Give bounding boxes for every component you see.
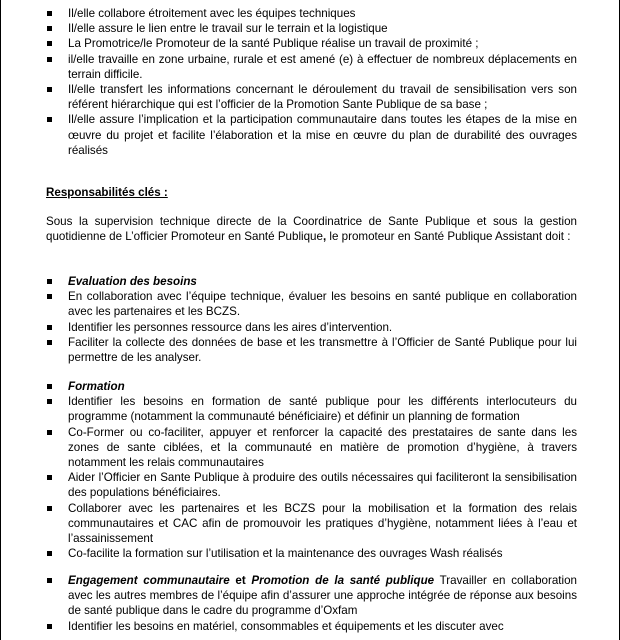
supervision-tail: le promoteur en Santé Publique Assistant doit : bbox=[326, 230, 571, 244]
engagement-text: Travailler en collaboration avec les autres membres de l’équipe afin d’assurer une approche intégrée de réponse aux besoins de santé publique dans le cadre du programme d’Oxfam bbox=[68, 574, 577, 618]
engagement-section bbox=[1, 573, 620, 634]
list-item: La Promotrice/le Promoteur de la santé Publique réalise un travail de proximité ; bbox=[1, 36, 620, 51]
engagement-heading-a: Engagement communautaire bbox=[68, 574, 230, 587]
list-item: Faciliter la collecte des données de base et les transmettre à l’Officier de Santé Publique pour lui permettre de les analyser. bbox=[1, 335, 620, 365]
list-item: Collaborer avec les partenaires et les BCZS pour la mobilisation et la formation des relais communautaires et CAC afin de promouvoir les pratiques d’hygiène, notamment liées à l’eau et l’assainissement bbox=[1, 501, 620, 547]
list-item: Il/elle assure le lien entre le travail sur le terrain et la logistique bbox=[1, 21, 620, 36]
formation-section bbox=[1, 379, 620, 561]
engagement-heading-b: Promotion de la santé publique bbox=[251, 574, 435, 587]
supervision-lead: Sous la supervision technique directe de la Coordinatrice de Sante Publique et sous la gestion quotidienne de L’officier Promoteur en Santé Publique bbox=[46, 215, 577, 244]
supervision-comma: , bbox=[322, 230, 327, 244]
list-item: Il/elle transfert les informations concernant le déroulement du travail de sensibilisation vers son référent hiérarchique qui est l’officier de la Promotion Sante Publique de sa base ; bbox=[1, 82, 620, 112]
list-item: Aider l’Officier en Sante Publique à produire des outils nécessaires qui faciliteront la sensibilisation des populations bénéficiaires. bbox=[1, 470, 620, 500]
evaluation-section bbox=[1, 274, 620, 365]
list-item: Identifier les besoins en matériel, consommables et équipements et les discuter avec bbox=[1, 619, 620, 634]
list-item: Identifier les besoins en formation de santé publique pour les différents interlocuteurs du programme (notamment la communauté bénéficiaire) et définir un planning de formation bbox=[1, 394, 620, 424]
section-title: Responsabilités clés : bbox=[46, 186, 168, 199]
list-item: Il/elle collabore étroitement avec les équipes techniques bbox=[1, 6, 620, 21]
list-item: il/elle travaille en zone urbaine, rurale et est amené (e) à effectuer de nombreux déplacements en terrain difficile. bbox=[1, 52, 620, 82]
formation-heading: Formation bbox=[1, 379, 620, 394]
supervision-paragraph bbox=[46, 214, 577, 244]
list-item: Identifier les personnes ressource dans les aires d’intervention. bbox=[1, 320, 620, 335]
list-item: Il/elle assure l’implication et la participation communautaire dans toutes les étapes de la mise en œuvre du projet et facilite l’élaboration et la mise en œuvre du plan de durabilité des ouvrages réalisés bbox=[1, 112, 620, 158]
engagement-connector: et bbox=[229, 574, 252, 587]
intro-bullet-list bbox=[1, 6, 620, 158]
list-item: En collaboration avec l’équipe technique, évaluer les besoins en santé publique en collaboration avec les partenaires et les BCZS. bbox=[1, 289, 620, 319]
list-item: Co-Former ou co-faciliter, appuyer et renforcer la capacité des prestataires de sante dans les zones de sante ciblées, et la communauté en matière de promotion d’hygiène, à travers notamment les relais communautaires bbox=[1, 425, 620, 471]
engagement-item bbox=[1, 573, 620, 619]
list-item: Co-facilite la formation sur l’utilisation et la maintenance des ouvrages Wash réalisés bbox=[1, 546, 620, 561]
evaluation-heading: Evaluation des besoins bbox=[1, 274, 620, 289]
